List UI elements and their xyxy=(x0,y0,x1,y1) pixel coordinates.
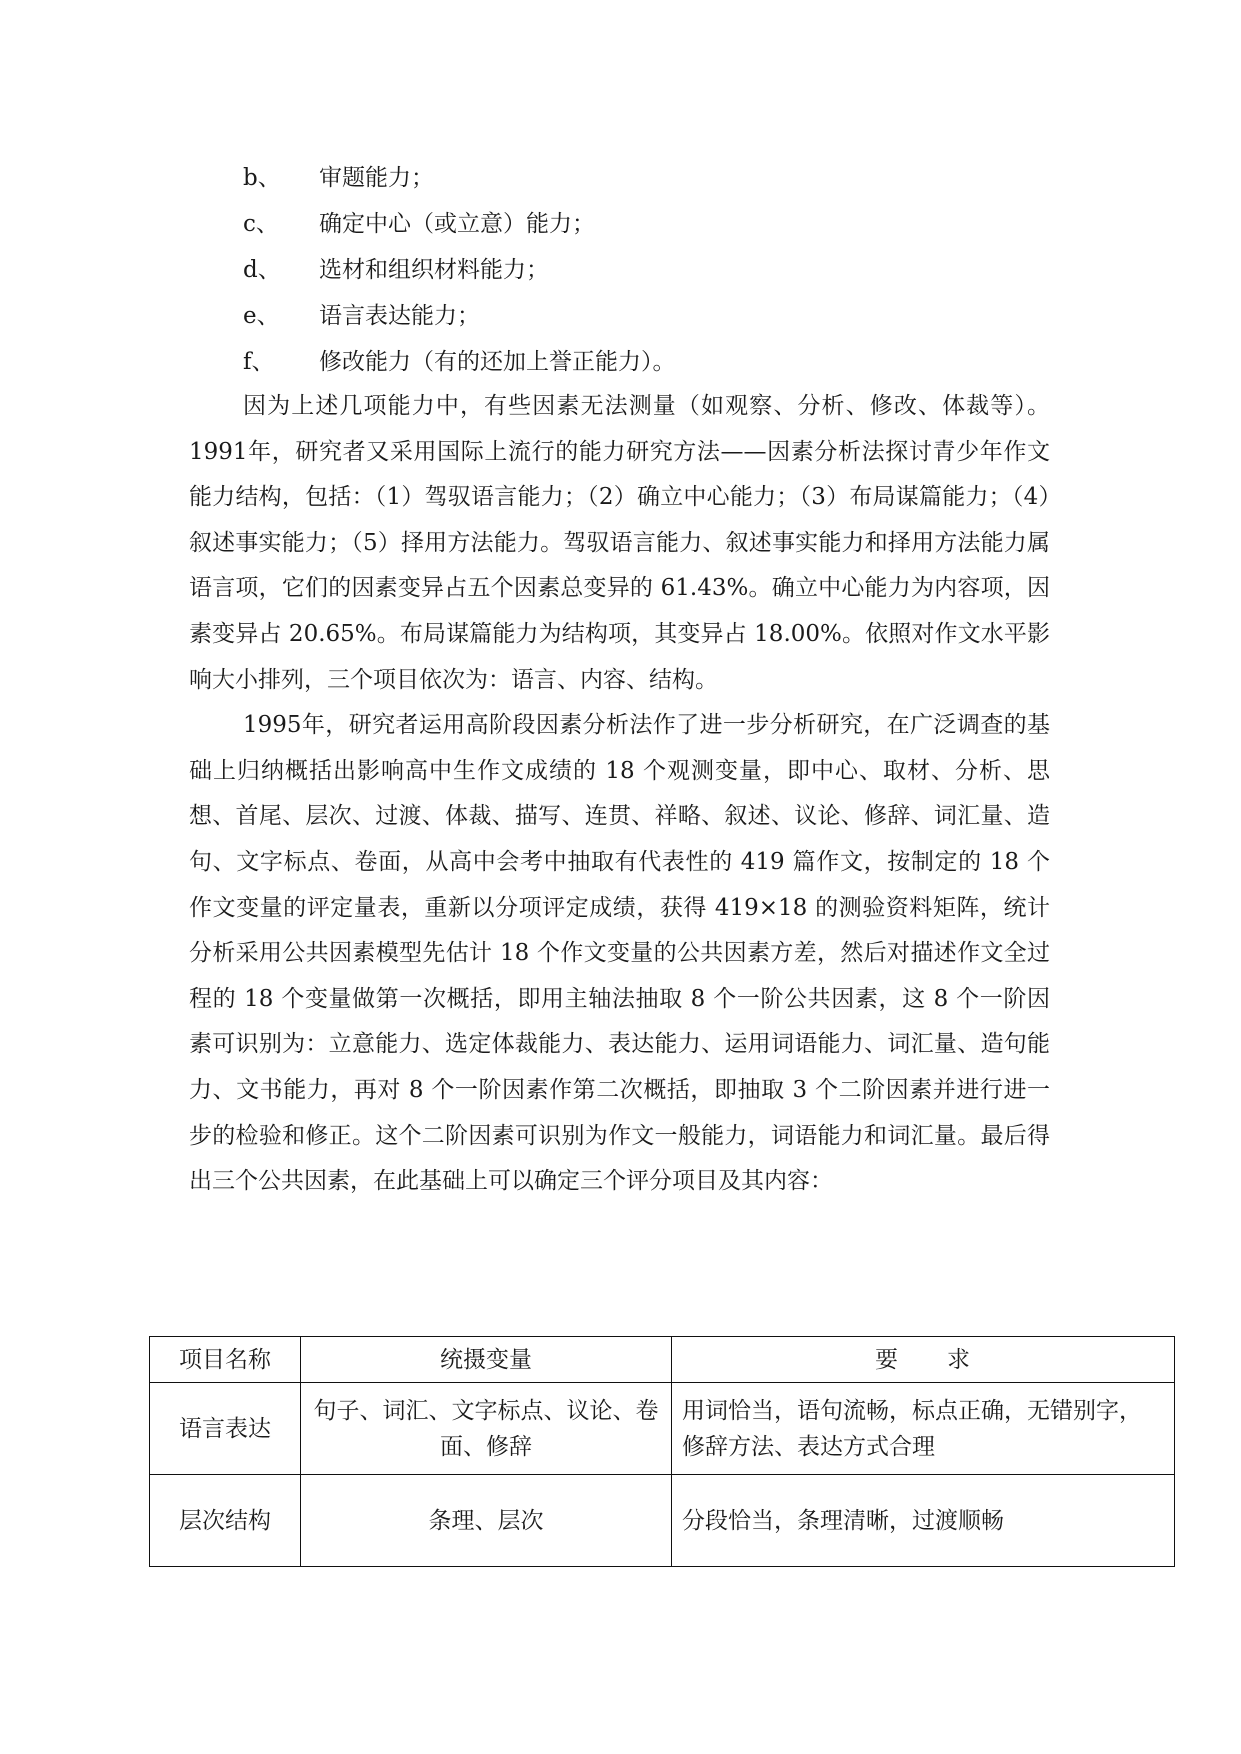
list-marker: e、 xyxy=(243,303,280,329)
list-item-text: 审题能力； xyxy=(319,165,434,191)
header-variables: 统摄变量 xyxy=(301,1337,672,1383)
cell-item-name: 层次结构 xyxy=(150,1475,301,1567)
table-header-row xyxy=(150,1337,1175,1383)
header-item-name: 项目名称 xyxy=(150,1337,301,1383)
list-item xyxy=(243,339,1063,385)
list-item xyxy=(243,293,1063,339)
cell-variables: 句子、词汇、文字标点、议论、卷面、修辞 xyxy=(301,1383,672,1475)
list-item-text: 确定中心（或立意）能力； xyxy=(319,211,595,237)
table-row xyxy=(150,1383,1175,1475)
cell-item-name: 语言表达 xyxy=(150,1383,301,1475)
list-item xyxy=(243,155,1063,201)
body-text xyxy=(189,384,1050,1205)
paragraph-1991-study: 因为上述几项能力中，有些因素无法测量（如观察、分析、修改、体裁等）。1991年，研究者又采用国际上流行的能力研究方法——因素分析法探讨青少年作文能力结构，包括：（1）驾驭语言能力；（2）确立中心能力；（3）布局谋篇能力；（4）叙述事实能力；（5）择用方法能力。驾驭语言能力、叙述事实能力和择用方法能力属语言项，它们的因素变异占五个因素总变异的 61.43%。确立中心能力为内容项，因素变异占 20.65%。布局谋篇能力为结构项，其变异占 18.00%。依照对作文水平影响大小排列，三个项目依次为：语言、内容、结构。 xyxy=(189,393,1050,693)
ability-list xyxy=(243,155,1063,385)
table-row xyxy=(150,1475,1175,1567)
cell-requirements: 用词恰当，语句流畅，标点正确，无错别字，修辞方法、表达方式合理 xyxy=(672,1383,1175,1475)
list-item xyxy=(243,247,1063,293)
list-marker: b、 xyxy=(243,165,281,191)
list-item-text: 修改能力（有的还加上誉正能力）。 xyxy=(319,349,676,375)
list-marker: d、 xyxy=(243,257,281,283)
paragraph-1995-study: 1995年，研究者运用高阶段因素分析法作了进一步分析研究，在广泛调查的基础上归纳概括出影响高中生作文成绩的 18 个观测变量，即中心、取材、分析、思想、首尾、层次、过渡、体裁、描写、连贯、祥略、叙述、议论、修辞、词汇量、造句、文字标点、卷面，从高中会考中抽取有代表性的 419 篇作文，按制定的 18 个作文变量的评定量表，重新以分项评定成绩，获得 419×18 的测验资料矩阵，统计分析采用公共因素模型先估计 18 个作文变量的公共因素方差，然后对描述作文全过程的 18 个变量做第一次概括，即用主轴法抽取 8 个一阶公共因素，这 8 个一阶因素可识别为：立意能力、选定体裁能力、表达能力、运用词语能力、词汇量、造句能力、文书能力，再对 8 个一阶因素作第二次概括，即抽取 3 个二阶因素并进行进一步的检验和修正。这个二阶因素可识别为作文一般能力，词语能力和词汇量。最后得出三个公共因素，在此基础上可以确定三个评分项目及其内容： xyxy=(189,712,1050,1195)
list-marker: c、 xyxy=(243,211,279,237)
cell-requirements: 分段恰当，条理清晰，过渡顺畅 xyxy=(672,1475,1175,1567)
scoring-items-table xyxy=(149,1336,1175,1567)
list-item xyxy=(243,201,1063,247)
list-marker: f、 xyxy=(243,349,275,375)
cell-variables: 条理、层次 xyxy=(301,1475,672,1567)
list-item-text: 选材和组织材料能力； xyxy=(319,257,549,283)
header-requirements: 要 求 xyxy=(672,1337,1175,1383)
list-item-text: 语言表达能力； xyxy=(319,303,480,329)
